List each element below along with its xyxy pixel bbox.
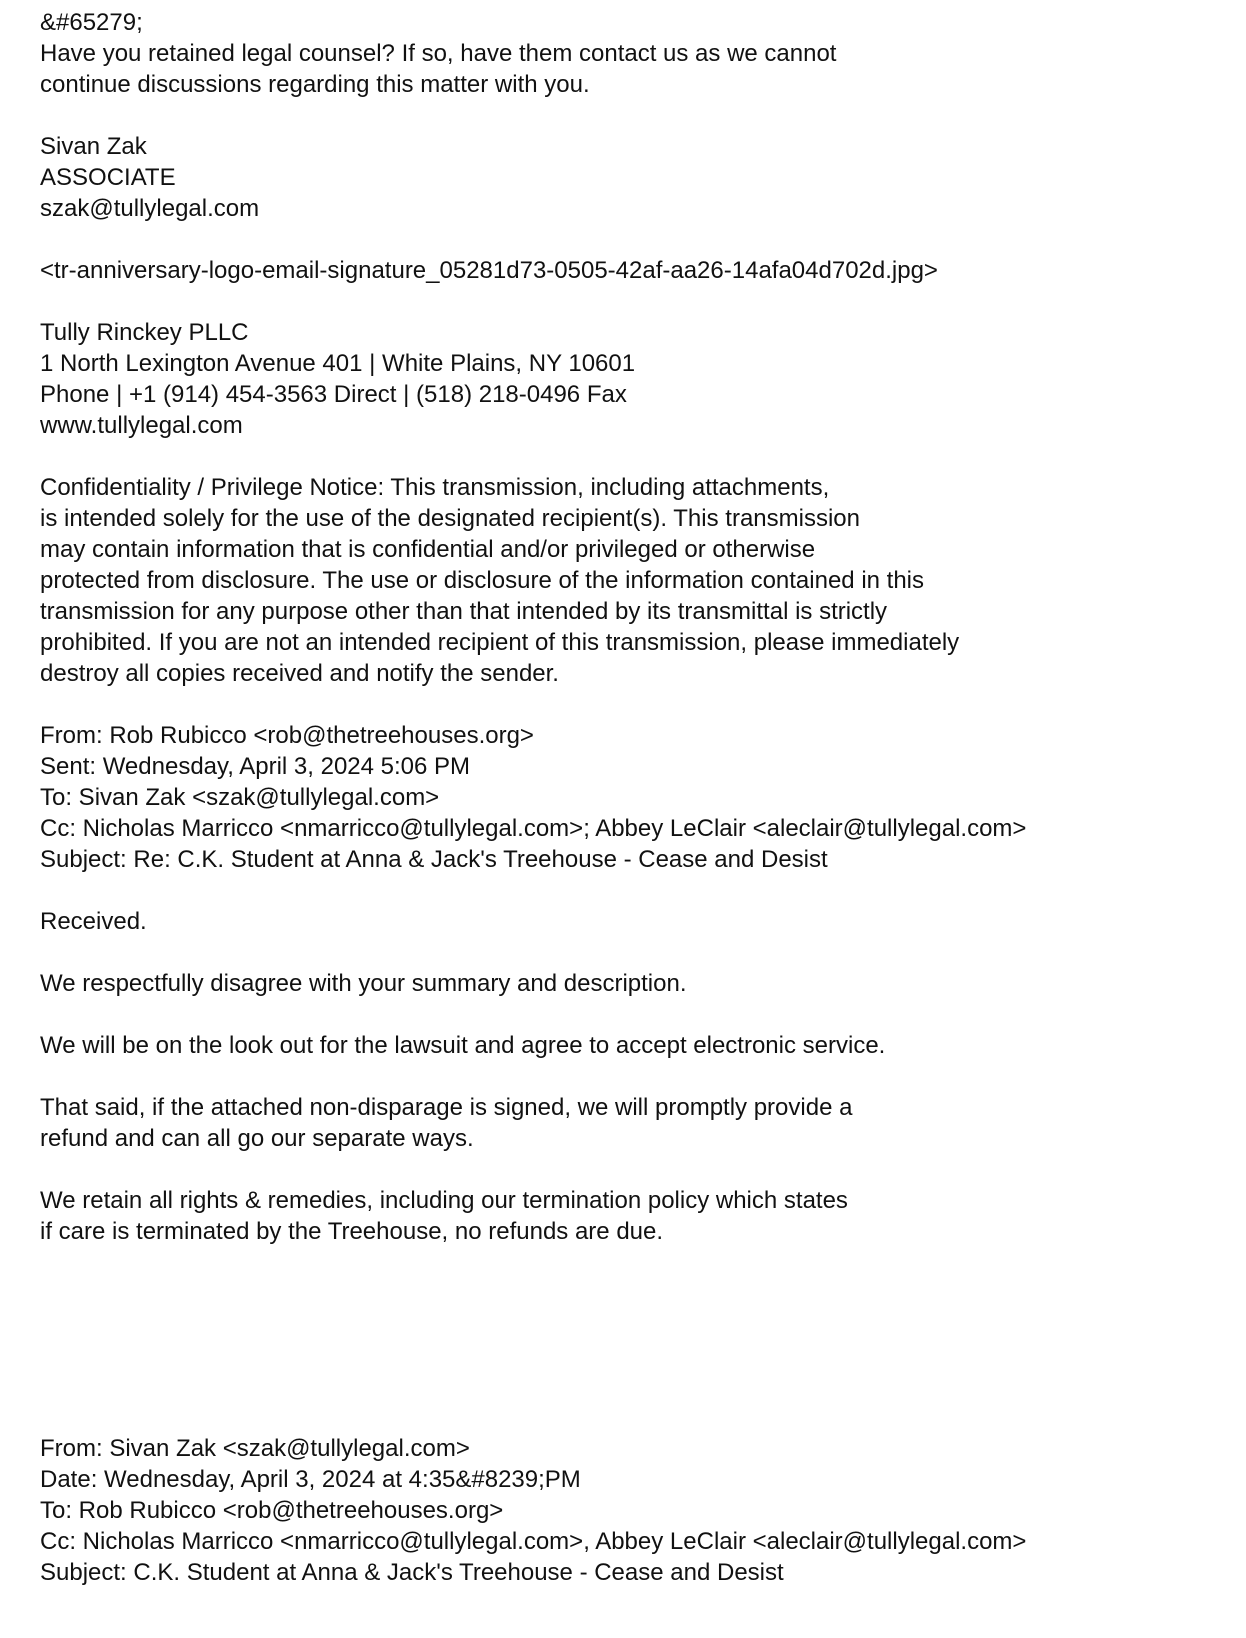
quoted-sent: Sent: Wednesday, April 3, 2024 5:06 PM [40, 753, 471, 780]
spacer [40, 937, 1220, 968]
spacer [40, 875, 1220, 906]
quoted-from: From: Sivan Zak <szak@tullylegal.com> [40, 1435, 470, 1462]
body-paragraph-line: We retain all rights & remedies, including our termination policy which states [40, 1187, 848, 1214]
notice-line: protected from disclosure. The use or disclosure of the information contained in this [40, 567, 925, 594]
firm-address: 1 North Lexington Avenue 401 | White Plains, NY 10601 [40, 350, 636, 377]
quoted-cc: Cc: Nicholas Marricco <nmarricco@tullylegal.com>; Abbey LeClair <aleclair@tullylegal.com> [40, 815, 1027, 842]
notice-line: Confidentiality / Privilege Notice: This transmission, including attachments, [40, 474, 830, 501]
spacer [40, 689, 1220, 720]
spacer [40, 224, 1220, 255]
body-paragraph-line: if care is terminated by the Treehouse, no refunds are due. [40, 1218, 664, 1245]
quoted-cc: Cc: Nicholas Marricco <nmarricco@tullylegal.com>, Abbey LeClair <aleclair@tullylegal.com> [40, 1528, 1027, 1555]
spacer [40, 1061, 1220, 1092]
spacer [40, 100, 1220, 131]
signature-name: Sivan Zak [40, 133, 147, 160]
quoted-header-1 [40, 720, 1220, 875]
notice-line: is intended solely for the use of the designated recipient(s). This transmission [40, 505, 860, 532]
body-paragraph-line: That said, if the attached non-disparage is signed, we will promptly provide a [40, 1094, 853, 1121]
quoted-to: To: Rob Rubicco <rob@thetreehouses.org> [40, 1497, 504, 1524]
email-document [40, 7, 1220, 1588]
logo-placeholder: <tr-anniversary-logo-email-signature_05281d73-0505-42af-aa26-14afa04d702d.jpg> [40, 257, 938, 284]
signature-email: szak@tullylegal.com [40, 195, 260, 222]
spacer [40, 286, 1220, 317]
quoted-date: Date: Wednesday, April 3, 2024 at 4:35&#8239;PM [40, 1466, 581, 1493]
quoted-header-2 [40, 1433, 1220, 1588]
spacer [40, 999, 1220, 1030]
signature-block [40, 131, 1220, 441]
quoted-subject: Subject: Re: C.K. Student at Anna & Jack's Treehouse - Cease and Desist [40, 846, 828, 873]
quoted-from: From: Rob Rubicco <rob@thetreehouses.org> [40, 722, 534, 749]
notice-line: transmission for any purpose other than that intended by its transmittal is strictly [40, 598, 888, 625]
firm-name: Tully Rinckey PLLC [40, 319, 249, 346]
firm-website: www.tullylegal.com [40, 412, 243, 439]
spacer [40, 441, 1220, 472]
quoted-body-1 [40, 906, 1220, 1247]
reply-line-2: continue discussions regarding this matter with you. [40, 71, 590, 98]
body-paragraph-line: refund and can all go our separate ways. [40, 1125, 474, 1152]
body-paragraph: We will be on the look out for the lawsuit and agree to accept electronic service. [40, 1032, 886, 1059]
notice-line: prohibited. If you are not an intended recipient of this transmission, please immediately [40, 629, 960, 656]
body-paragraph: We respectfully disagree with your summary and description. [40, 970, 687, 997]
firm-phone: Phone | +1 (914) 454-3563 Direct | (518) 218-0496 Fax [40, 381, 627, 408]
spacer [40, 1154, 1220, 1185]
signature-title: ASSOCIATE [40, 164, 176, 191]
notice-line: may contain information that is confidential and/or privileged or otherwise [40, 536, 816, 563]
notice-line: destroy all copies received and notify the sender. [40, 660, 559, 687]
header-entity: &#65279; [40, 9, 143, 36]
quoted-to: To: Sivan Zak <szak@tullylegal.com> [40, 784, 440, 811]
spacer [40, 1247, 1220, 1433]
reply-line-1: Have you retained legal counsel? If so, have them contact us as we cannot [40, 40, 837, 67]
body-paragraph: Received. [40, 908, 147, 935]
confidentiality-notice [40, 472, 1220, 689]
quoted-subject: Subject: C.K. Student at Anna & Jack's Treehouse - Cease and Desist [40, 1559, 784, 1586]
